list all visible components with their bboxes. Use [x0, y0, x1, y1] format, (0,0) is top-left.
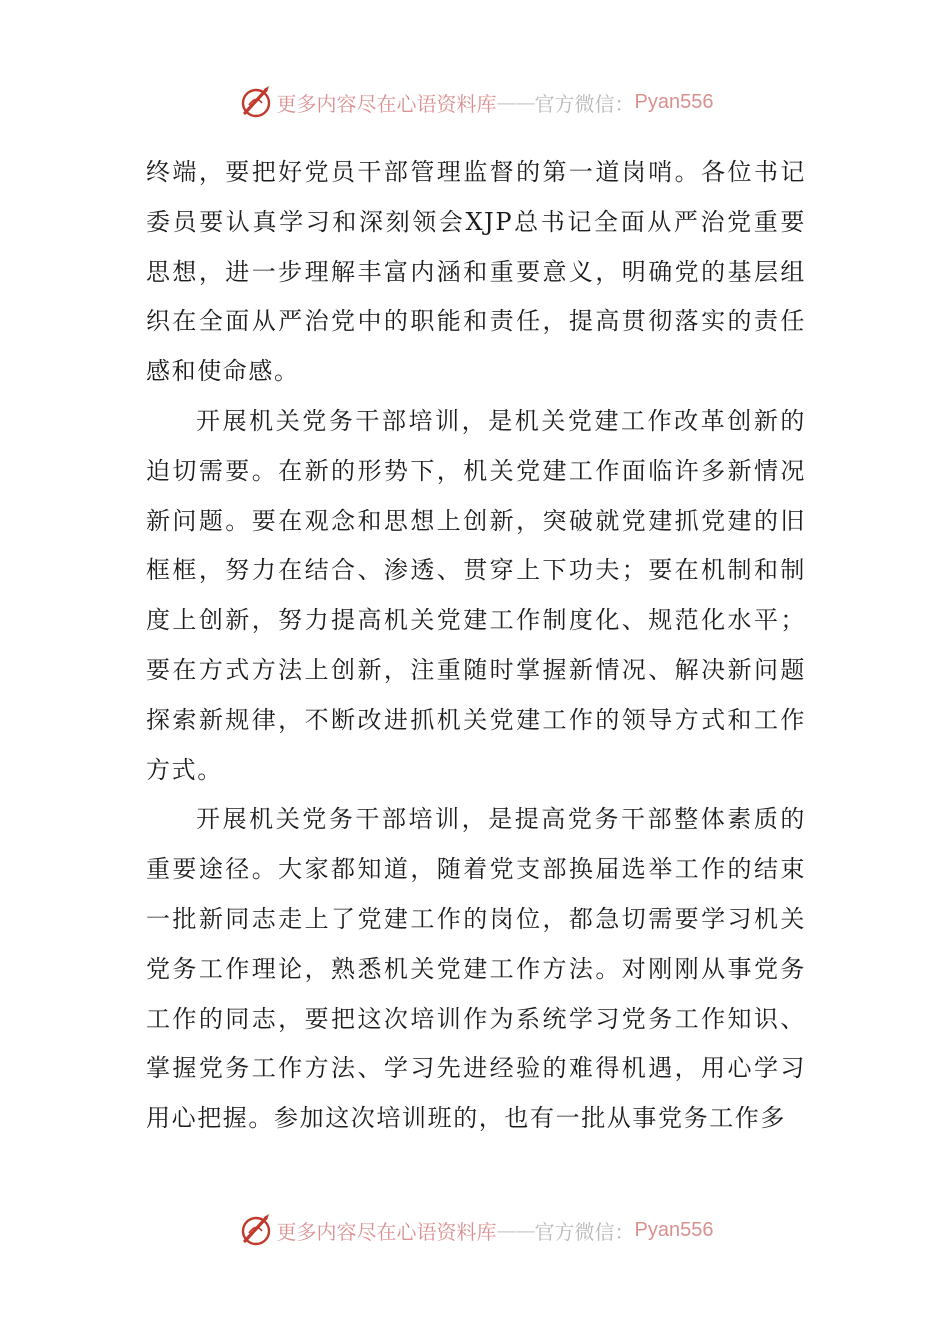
footer-banner — [0, 1210, 950, 1250]
banner-contact-label: 官方微信： — [534, 91, 635, 116]
banner-contact-label: 官方微信： — [534, 1219, 635, 1244]
body-paragraph: 开展机关党务干部培训，是提高党务干部整体素质的重要途径。大家都知道，随着党支部换届选举工作的结束一批新同志走上了党建工作的岗位，都急切需要学习机关党务工作理论，熟悉机关党建工作方法。对刚刚从事党务工作的同志，要把这次培训作为系统学习党务工作知识、掌握党务工作方法、学习先进经验的难得机遇，用心学习用心把握。参加这次培训班的，也有一批从事党务工作多 — [146, 805, 806, 1133]
header-banner — [0, 82, 950, 122]
document-body — [146, 148, 806, 1144]
pen-circle-logo-icon — [237, 1211, 275, 1249]
banner-wechat-id: Pyan556 — [634, 1218, 714, 1241]
pen-circle-logo-icon — [237, 83, 275, 121]
banner-separator: —— — [496, 1218, 535, 1242]
body-paragraph: 终端，要把好党员干部管理监督的第一道岗哨。各位书记委员要认真学习和深刻领会XJP总书记全面从严治党重要思想，进一步理解丰富内涵和重要意义，明确党的基层组织在全面从严治党中的职能和责任，提高贯彻落实的责任感和使命感。 — [146, 158, 806, 386]
banner-separator: —— — [496, 90, 535, 114]
banner-promo-text: 更多内容尽在心语资料库 — [276, 91, 497, 116]
banner-wechat-id: Pyan556 — [634, 90, 714, 113]
banner-promo-text: 更多内容尽在心语资料库 — [276, 1219, 497, 1244]
body-paragraph: 开展机关党务干部培训，是机关党建工作改革创新的迫切需要。在新的形势下，机关党建工作面临许多新情况新问题。要在观念和思想上创新，突破就党建抓党建的旧框框，努力在结合、渗透、贯穿上下功夫；要在机制和制度上创新，努力提高机关党建工作制度化、规范化水平；要在方式方法上创新，注重随时掌握新情况、解决新问题探索新规律，不断改进抓机关党建工作的领导方式和工作方式。 — [146, 406, 806, 784]
